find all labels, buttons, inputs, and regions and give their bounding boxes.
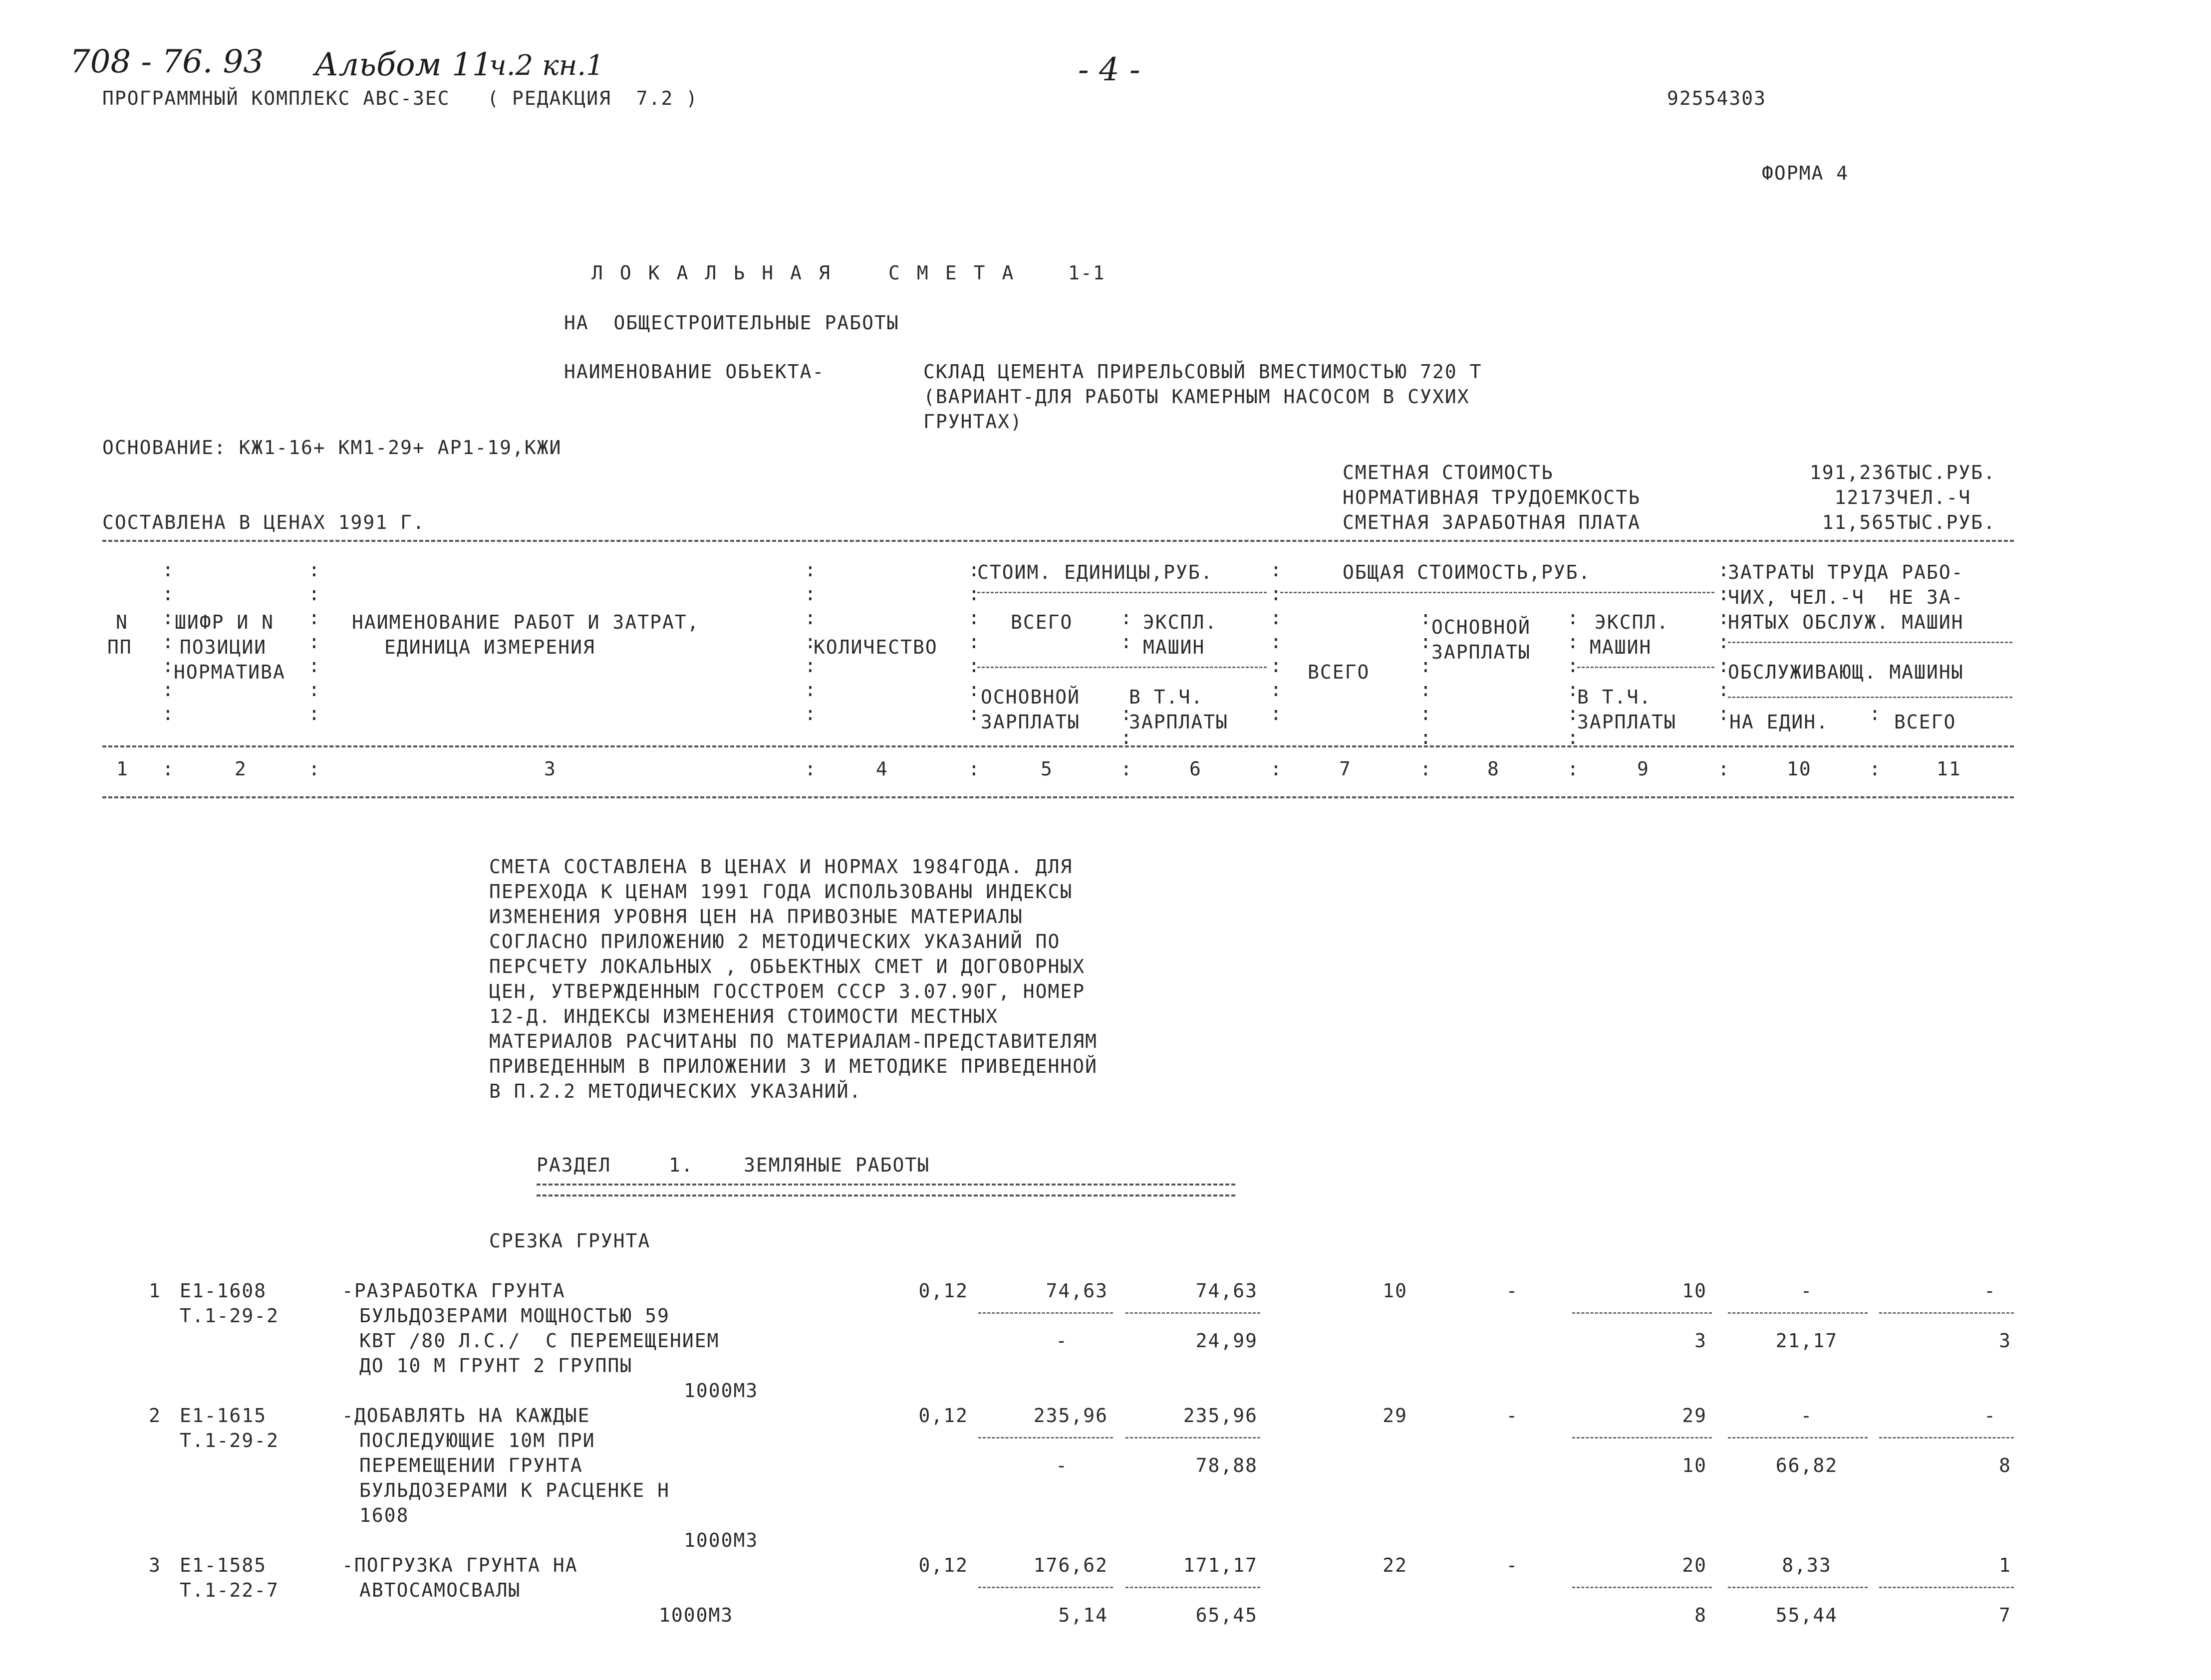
item-labor-total: 1 — [1999, 1554, 2011, 1576]
rule — [978, 1587, 1113, 1588]
col-sep: : : : : : : — [1567, 607, 1579, 748]
header-labor-2: ЧИХ, ЧЕЛ.-Ч НЕ ЗА- — [1728, 586, 1964, 608]
header-unit-wage: ОСНОВНОЙ — [981, 686, 1081, 708]
rule — [1728, 1312, 1868, 1314]
header-total-wage: ОСНОВНОЙ — [1431, 616, 1531, 638]
column-number-rule — [102, 796, 2014, 798]
object-line-1: СКЛАД ЦЕМЕНТА ПРИРЕЛЬСОВЫЙ ВМЕСТИМОСТЬЮ 720 Т — [923, 361, 1482, 383]
header-code: ШИФР И N — [175, 611, 275, 633]
price-basis: СОСТАВЛЕНА В ЦЕНАХ 1991 Г. — [102, 511, 425, 533]
rule — [1577, 667, 1714, 668]
item-code: Е1-1615 — [180, 1405, 267, 1427]
header-unit-total: ВСЕГО — [1011, 611, 1073, 633]
page-number: - 4 - — [1078, 51, 1140, 88]
item-desc: АВТОСАМОСВАЛЫ — [359, 1579, 521, 1601]
column-number: : — [162, 758, 175, 780]
item-code: Е1-1585 — [180, 1554, 267, 1576]
header-unit-mach-2: МАШИН — [1143, 636, 1205, 658]
item-number: 1 — [149, 1280, 161, 1302]
note-line: ПЕРЕХОДА К ЦЕНАМ 1991 ГОДА ИСПОЛЬЗОВАНЫ ИНДЕКСЫ — [489, 881, 1073, 903]
section-label: РАЗДЕЛ — [537, 1154, 611, 1176]
title-main-2: СМЕТА — [888, 262, 1031, 284]
rule — [1125, 1437, 1260, 1439]
item-unit-mach-wage: 65,45 — [1195, 1604, 1258, 1626]
header-unit: ЕДИНИЦА ИЗМЕРЕНИЯ — [384, 636, 595, 658]
item-labor-unit: 8,33 — [1782, 1554, 1832, 1576]
rule — [978, 1312, 1113, 1314]
column-number: 3 — [544, 758, 556, 780]
handwritten-part: ч.2 кн.1 — [489, 49, 604, 82]
rule — [1879, 1312, 2014, 1314]
summary-value: 11,565 — [1822, 511, 1897, 533]
rule — [1728, 1437, 1868, 1439]
item-quantity: 0,12 — [918, 1554, 968, 1576]
item-desc: ДО 10 М ГРУНТ 2 ГРУППЫ — [359, 1355, 633, 1377]
item-sum-mach: 10 — [1682, 1280, 1707, 1302]
handwritten-album: Альбом 11 — [314, 46, 493, 83]
column-number: 1 — [116, 758, 129, 780]
header-total-incl: В Т.Ч. — [1577, 686, 1652, 708]
item-desc: 1608 — [359, 1504, 409, 1526]
col-sep: : — [1869, 703, 1881, 724]
header-norm: НОРМАТИВА — [174, 661, 285, 683]
subsection-title: СРЕЗКА ГРУНТА — [489, 1230, 651, 1252]
header-total-wage-2: ЗАРПЛАТЫ — [1431, 641, 1531, 663]
section-underline — [537, 1184, 1235, 1197]
rule — [977, 667, 1267, 668]
item-unit: 1000М3 — [684, 1529, 759, 1551]
item-unit: 1000М3 — [684, 1380, 759, 1402]
note-line: ЦЕН, УТВЕРЖДЕННЫМ ГОССТРОЕМ СССР 3.07.90Г, НОМЕР — [489, 980, 1086, 1002]
rule — [1572, 1312, 1712, 1314]
item-desc: КВТ /80 Л.С./ С ПЕРЕМЕЩЕНИЕМ — [359, 1330, 720, 1352]
item-labor-total-2: 7 — [1999, 1604, 2011, 1626]
column-number: 10 — [1787, 758, 1812, 780]
header-n: N — [116, 611, 128, 633]
header-total-mach-2: МАШИН — [1590, 636, 1652, 658]
summary-label: СМЕТНАЯ ЗАРАБОТНАЯ ПЛАТА — [1343, 511, 1641, 533]
rule — [1879, 1437, 2014, 1439]
summary-label: НОРМАТИВНАЯ ТРУДОЕМКОСТЬ — [1343, 486, 1641, 508]
header-labor: ЗАТРАТЫ ТРУДА РАБО- — [1728, 561, 1964, 583]
item-unit-mach-wage: 78,88 — [1195, 1454, 1258, 1476]
summary-value: 191,236 — [1809, 462, 1897, 483]
object-line-2: (ВАРИАНТ-ДЛЯ РАБОТЫ КАМЕРНЫМ НАСОСОМ В СУХИХ — [923, 386, 1470, 408]
note-line: СОГЛАСНО ПРИЛОЖЕНИЮ 2 МЕТОДИЧЕСКИХ УКАЗАНИЙ ПО — [489, 931, 1061, 953]
item-code-2: Т.1-29-2 — [180, 1430, 279, 1451]
column-number: 4 — [876, 758, 888, 780]
item-sum-mach: 20 — [1682, 1554, 1707, 1576]
item-labor-total-2: 8 — [1999, 1454, 2011, 1476]
header-total-cost: ОБЩАЯ СТОИМОСТЬ,РУБ. — [1343, 561, 1591, 583]
header-labor-4: ОБСЛУЖИВАЮЩ. МАШИНЫ — [1728, 661, 1964, 683]
item-sum-mach-wage: 10 — [1682, 1454, 1707, 1476]
item-number: 3 — [149, 1554, 161, 1576]
summary-unit: ЧЕЛ.-Ч — [1897, 486, 1971, 508]
item-labor-unit-2: 55,44 — [1775, 1604, 1838, 1626]
col-sep: : : : : : : : — [1718, 559, 1729, 724]
note-line: 12-Д. ИНДЕКСЫ ИЗМЕНЕНИЯ СТОИМОСТИ МЕСТНЫХ — [489, 1005, 998, 1027]
item-sum-total: 10 — [1382, 1280, 1407, 1302]
document-number: 92554303 — [1667, 87, 1767, 109]
item-desc: ПОСЛЕДУЮЩИЕ 10М ПРИ — [359, 1430, 595, 1451]
item-quantity: 0,12 — [918, 1280, 968, 1302]
note-line: МАТЕРИАЛОВ РАСЧИТАНЫ ПО МАТЕРИАЛАМ-ПРЕДСТАВИТЕЛЯМ — [489, 1030, 1098, 1052]
item-unit-wage: 5,14 — [1058, 1604, 1108, 1626]
item-unit-total: 74,63 — [1046, 1280, 1108, 1302]
header-rule — [102, 745, 2014, 747]
summary-unit: ТЫС.РУБ. — [1897, 462, 1996, 483]
item-desc: БУЛЬДОЗЕРАМИ К РАСЦЕНКЕ Н — [359, 1479, 670, 1501]
item-sum-mach-wage: 8 — [1694, 1604, 1707, 1626]
object-line-3: ГРУНТАХ) — [923, 411, 1023, 433]
note-line: ПЕРСЧЕТУ ЛОКАЛЬНЫХ , ОБЬЕКТНЫХ СМЕТ И ДОГОВОРНЫХ — [489, 956, 1086, 977]
column-number: : — [1120, 758, 1133, 780]
rule — [1280, 592, 1714, 593]
item-number: 2 — [149, 1405, 161, 1427]
handwritten-code: 708 - 76. 93 — [70, 43, 264, 80]
item-desc: -ДОБАВЛЯТЬ НА КАЖДЫЕ — [342, 1405, 590, 1427]
item-desc: ПЕРЕМЕЩЕНИИ ГРУНТА — [359, 1454, 583, 1476]
item-unit: 1000М3 — [659, 1604, 734, 1626]
header-unit-mach: ЭКСПЛ. — [1143, 611, 1218, 633]
rule — [1728, 642, 2012, 643]
header-pp: ПП — [107, 636, 132, 658]
section-name: ЗЕМЛЯНЫЕ РАБОТЫ — [744, 1154, 930, 1176]
item-sum-total: 22 — [1382, 1554, 1407, 1576]
item-desc: -ПОГРУЗКА ГРУНТА НА — [342, 1554, 578, 1576]
item-labor-unit-2: 66,82 — [1775, 1454, 1838, 1476]
col-sep: : : : : : : — [1420, 607, 1431, 748]
column-number: : — [1869, 758, 1882, 780]
item-unit-mach: 235,96 — [1183, 1405, 1258, 1427]
header-top-rule — [102, 540, 2014, 542]
note-line: ПРИВЕДЕННЫМ В ПРИЛОЖЕНИИ 3 И МЕТОДИКЕ ПРИВЕДЕННОЙ — [489, 1055, 1098, 1077]
header-labor-3: НЯТЫХ ОБСЛУЖ. МАШИН — [1728, 611, 1964, 633]
rule — [1125, 1312, 1260, 1314]
item-labor-unit: - — [1800, 1405, 1813, 1427]
subtitle: НА ОБЩЕСТРОИТЕЛЬНЫЕ РАБОТЫ — [564, 312, 899, 334]
col-sep: : : : : : : : — [968, 559, 980, 724]
col-sep: : : : : : : : — [805, 559, 816, 724]
rule — [1572, 1437, 1712, 1439]
item-sum-mach-wage: 3 — [1694, 1330, 1707, 1352]
column-number: : — [1270, 758, 1283, 780]
header-total-mach: ЭКСПЛ. — [1595, 611, 1669, 633]
item-sum-wage: - — [1506, 1280, 1519, 1302]
column-number: 8 — [1487, 758, 1500, 780]
item-code-2: Т.1-29-2 — [180, 1305, 279, 1327]
section-number: 1. — [669, 1154, 694, 1176]
column-number: : — [1420, 758, 1432, 780]
item-unit-total: 235,96 — [1033, 1405, 1108, 1427]
item-unit-total: 176,62 — [1033, 1554, 1108, 1576]
header-total-incl-2: ЗАРПЛАТЫ — [1577, 711, 1677, 733]
item-labor-total: - — [1984, 1405, 1996, 1427]
column-number: 2 — [235, 758, 247, 780]
column-number: : — [968, 758, 981, 780]
rule — [1879, 1587, 2014, 1588]
item-unit-mach-wage: 24,99 — [1195, 1330, 1258, 1352]
header-total-all: ВСЕГО — [1308, 661, 1370, 683]
column-number: : — [308, 758, 321, 780]
item-desc: -РАЗРАБОТКА ГРУНТА — [342, 1280, 565, 1302]
rule — [1125, 1587, 1260, 1588]
item-unit-mach: 74,63 — [1195, 1280, 1258, 1302]
col-sep: : : : : : : : — [1270, 559, 1282, 724]
header-position: ПОЗИЦИИ — [180, 636, 267, 658]
rule — [1728, 1587, 1868, 1588]
item-labor-total: - — [1984, 1280, 1996, 1302]
col-sep: : : : : : : : — [308, 559, 320, 724]
program-line: ПРОГРАММНЫЙ КОМПЛЕКС АВС-3ЕС ( РЕДАКЦИЯ 7.2 ) — [102, 87, 699, 109]
note-line: ИЗМЕНЕНИЯ УРОВНЯ ЦЕН НА ПРИВОЗНЫЕ МАТЕРИАЛЫ — [489, 906, 1023, 928]
item-labor-total-2: 3 — [1999, 1330, 2011, 1352]
column-number: 5 — [1041, 758, 1053, 780]
column-number: : — [1567, 758, 1580, 780]
item-code: Е1-1608 — [180, 1280, 267, 1302]
rule — [1572, 1587, 1712, 1588]
column-number: : — [1718, 758, 1730, 780]
column-number: 6 — [1189, 758, 1202, 780]
column-number: : — [805, 758, 817, 780]
rule — [977, 592, 1267, 593]
item-sum-wage: - — [1506, 1554, 1519, 1576]
item-unit-wage: - — [1056, 1454, 1068, 1476]
header-labor-unit: НА ЕДИН. — [1729, 711, 1829, 733]
item-unit-wage: - — [1056, 1330, 1068, 1352]
item-sum-total: 29 — [1382, 1405, 1407, 1427]
summary-value: 12173 — [1834, 486, 1897, 508]
object-label: НАИМЕНОВАНИЕ ОБЬЕКТА- — [564, 361, 825, 383]
rule — [978, 1437, 1113, 1439]
summary-label: СМЕТНАЯ СТОИМОСТЬ — [1343, 462, 1554, 483]
header-name: НАИМЕНОВАНИЕ РАБОТ И ЗАТРАТ, — [352, 611, 700, 633]
header-unit-incl: В Т.Ч. — [1129, 686, 1204, 708]
item-labor-unit: - — [1800, 1280, 1813, 1302]
basis: ОСНОВАНИЕ: КЖ1-16+ КМ1-29+ АР1-19,КЖИ — [102, 437, 562, 459]
item-desc: БУЛЬДОЗЕРАМИ МОЩНОСТЬЮ 59 — [359, 1305, 670, 1327]
title-main: ЛОКАЛЬНАЯ — [591, 262, 847, 284]
form-label: ФОРМА 4 — [1762, 162, 1849, 184]
item-code-2: Т.1-22-7 — [180, 1579, 279, 1601]
column-number: 9 — [1637, 758, 1650, 780]
item-unit-mach: 171,17 — [1183, 1554, 1258, 1576]
note-line: В П.2.2 МЕТОДИЧЕСКИХ УКАЗАНИЙ. — [489, 1080, 862, 1102]
item-quantity: 0,12 — [918, 1405, 968, 1427]
header-labor-total: ВСЕГО — [1894, 711, 1956, 733]
note-line: СМЕТА СОСТАВЛЕНА В ЦЕНАХ И НОРМАХ 1984ГОДА. ДЛЯ — [489, 856, 1073, 878]
item-sum-wage: - — [1506, 1405, 1519, 1427]
header-unit-incl-2: ЗАРПЛАТЫ — [1129, 711, 1229, 733]
col-sep: : : : : — [1120, 607, 1132, 748]
rule — [1728, 697, 2012, 698]
column-number: 7 — [1339, 758, 1352, 780]
item-labor-unit-2: 21,17 — [1775, 1330, 1838, 1352]
header-unit-wage-2: ЗАРПЛАТЫ — [981, 711, 1081, 733]
header-unit-cost: СТОИМ. ЕДИНИЦЫ,РУБ. — [977, 561, 1213, 583]
item-sum-mach: 29 — [1682, 1405, 1707, 1427]
title-number: 1-1 — [1068, 262, 1106, 284]
col-sep: : : : : : : : — [162, 559, 174, 724]
summary-unit: ТЫС.РУБ. — [1897, 511, 1996, 533]
header-quantity: КОЛИЧЕСТВО — [814, 636, 938, 658]
column-number: 11 — [1936, 758, 1961, 780]
